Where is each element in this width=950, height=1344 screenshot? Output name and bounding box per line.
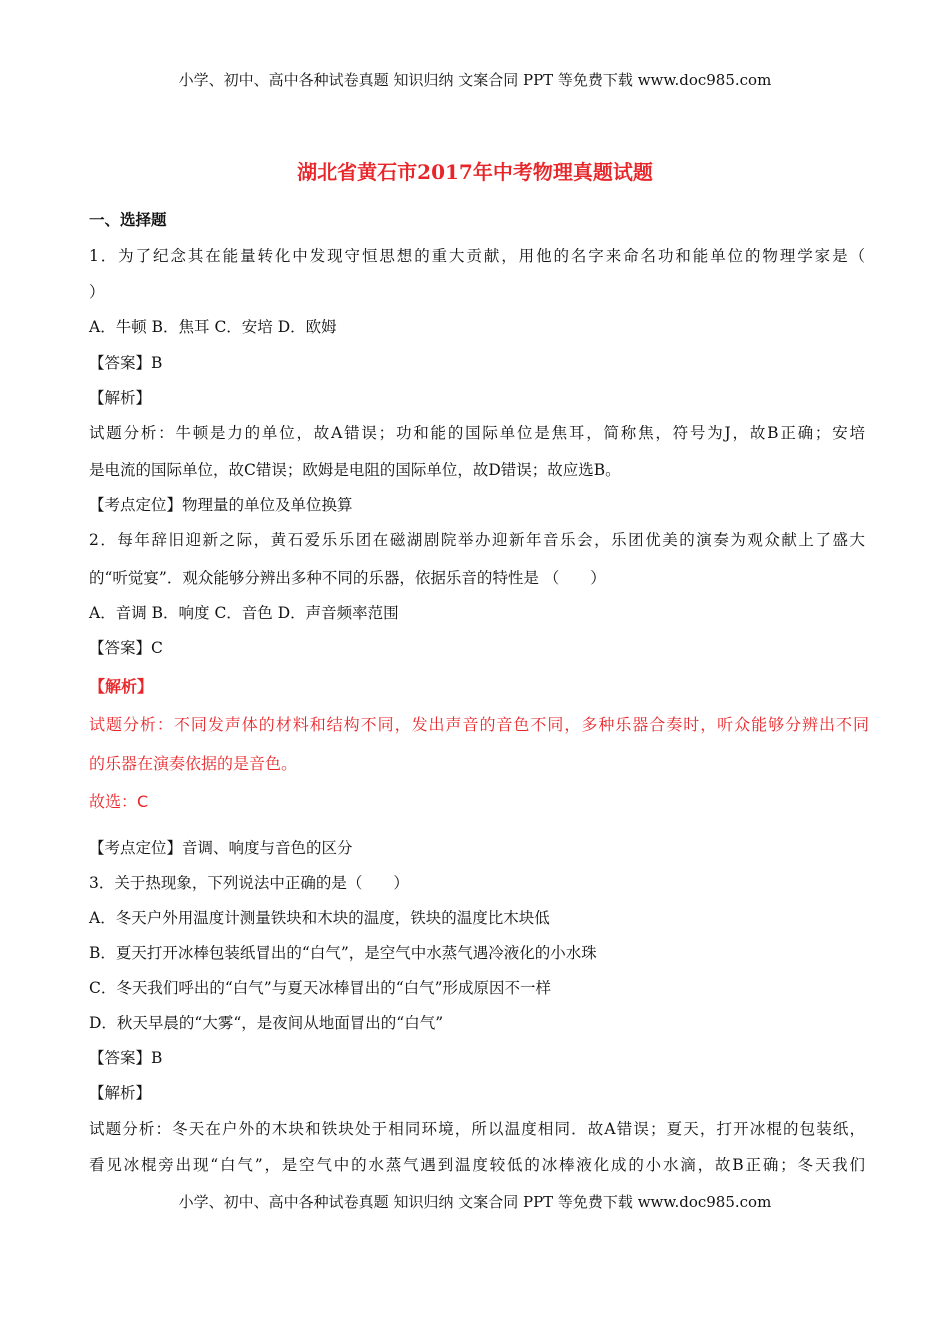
q1-analysis-line2: 是电流的国际单位，故C错误；欧姆是电阻的国际单位，故D错误；故应选B。 [89, 461, 621, 479]
q2-key-point: 【考点定位】音调、响度与音色的区分 [89, 839, 353, 857]
q1-stem-line1: 1．为了纪念其在能量转化中发现守恒思想的重大贡献，用他的名字来命名功和能单位的物理学家是（ [89, 247, 865, 265]
q3-stem: 3．关于热现象，下列说法中正确的是（ ） [89, 874, 409, 892]
q1-answer: 【答案】B [89, 354, 163, 372]
page-header: 小学、初中、高中各种试卷真题 知识归纳 文案合同 PPT 等免费下载 www.doc985.com [178, 71, 772, 89]
q3-option-d: D．秋天早晨的“大雾“，是夜间从地面冒出的“白气” [89, 1014, 444, 1032]
q1-stem-line2: ） [89, 283, 105, 301]
page-footer: 小学、初中、高中各种试卷真题 知识归纳 文案合同 PPT 等免费下载 www.doc985.com [178, 1193, 772, 1211]
q2-analysis-line1: 试题分析：不同发声体的材料和结构不同，发出声音的音色不同，多种乐器合奏时，听众能够分辨出不同 [89, 715, 869, 734]
q3-analysis-line2: 看见冰棍旁出现“白气”，是空气中的水蒸气遇到温度较低的冰棒液化成的小水滴，故B正确；冬天我们 [89, 1156, 865, 1174]
section-heading: 一、选择题 [89, 210, 167, 229]
q3-option-c: C．冬天我们呼出的“白气”与夏天冰棒冒出的“白气”形成原因不一样 [89, 979, 552, 997]
q2-analysis-label: 【解析】 [89, 677, 154, 696]
q3-analysis-line1: 试题分析：冬天在户外的木块和铁块处于相同环境，所以温度相同．故A错误；夏天，打开冰棍的包装纸， [89, 1120, 865, 1138]
q1-options: A．牛顿 B．焦耳 C．安培 D．欧姆 [89, 318, 337, 336]
q3-analysis-label: 【解析】 [89, 1084, 152, 1102]
q3-answer: 【答案】B [89, 1049, 163, 1067]
q1-key-point: 【考点定位】物理量的单位及单位换算 [89, 496, 353, 514]
q2-analysis-line2: 的乐器在演奏依据的是音色。 [89, 754, 298, 773]
q2-stem-line1: 2．每年辞旧迎新之际，黄石爱乐乐团在磁湖剧院举办迎新年音乐会，乐团优美的演奏为观众献上了盛大 [89, 531, 865, 549]
q2-stem-line2: 的“听觉宴”．观众能够分辨出多种不同的乐器，依据乐音的特性是 （ ） [89, 569, 606, 587]
q2-options: A．音调 B．响度 C．音色 D．声音频率范围 [89, 604, 399, 622]
page-title: 湖北省黄石市2017年中考物理真题试题 [297, 160, 653, 184]
q3-option-a: A．冬天户外用温度计测量铁块和木块的温度，铁块的温度比木块低 [89, 909, 550, 927]
q1-analysis-line1: 试题分析：牛顿是力的单位，故A错误；功和能的国际单位是焦耳，简称焦，符号为J，故B正确；安培 [89, 424, 865, 442]
q1-analysis-label: 【解析】 [89, 389, 152, 407]
q2-conclusion: 故选：C [89, 792, 149, 811]
q2-answer: 【答案】C [89, 639, 163, 657]
q3-option-b: B．夏天打开冰棒包装纸冒出的“白气”，是空气中水蒸气遇冷液化的小水珠 [89, 944, 597, 962]
